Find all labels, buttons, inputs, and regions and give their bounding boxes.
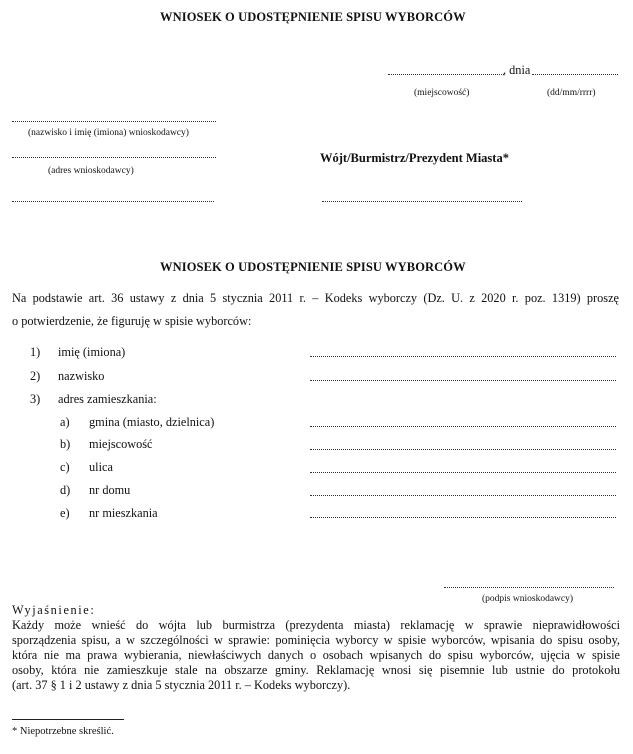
applicant-address-caption: (adres wnioskodawcy) — [48, 166, 134, 176]
last-name-field[interactable] — [310, 380, 616, 381]
explanation-heading: Wyjaśnienie: — [12, 603, 96, 617]
subitem-a-letter: a) — [60, 415, 70, 429]
intro-line-1: Na podstawie art. 36 ustawy z dnia 5 stycznia 2011 r. – Kodeks wyborczy (Dz. U. z 2020 r. poz. 1319) proszę — [12, 291, 619, 305]
explanation-line-1: Każdy może wnieść do wójta lub burmistrza (prezydenta miasta) reklamację w sprawie nieprawidłowości — [12, 618, 620, 632]
subitem-e-label: nr mieszkania — [89, 506, 158, 520]
explanation-line-3: która nie ma prawa wybierania, niewłaściwych danych o osobach wpisanych do spisu wyborców, ujęcia w spisie — [12, 648, 620, 662]
main-title: WNIOSEK O UDOSTĘPNIENIE SPISU WYBORCÓW — [160, 260, 466, 274]
subitem-c-letter: c) — [60, 460, 70, 474]
footnote-divider — [12, 719, 124, 720]
nr-mieszkania-field[interactable] — [310, 517, 616, 518]
item-3-number: 3) — [30, 392, 41, 406]
first-name-field[interactable] — [310, 356, 616, 357]
item-2-number: 2) — [30, 369, 41, 383]
applicant-name-caption: (nazwisko i imię (imiona) wnioskodawcy) — [28, 128, 189, 138]
dnia-label: , dnia — [503, 63, 531, 77]
recipient-label: Wójt/Burmistrz/Prezydent Miasta* — [320, 151, 509, 165]
signature-field[interactable] — [444, 587, 614, 588]
miejscowosc-field[interactable] — [310, 449, 616, 450]
item-3-label: adres zamieszkania: — [58, 392, 157, 406]
applicant-address-field-2[interactable] — [12, 201, 214, 202]
explanation-line-2: sporządzenia spisu, a w szczególności w sprawie: pominięcia wyborcy w spisie wyborców, wpisania do spisu osoby, — [12, 633, 620, 647]
footnote: * Niepotrzebne skreślić. — [12, 726, 114, 737]
place-field[interactable] — [388, 74, 504, 75]
applicant-address-field[interactable] — [12, 157, 216, 158]
date-caption: (dd/mm/rrrr) — [547, 88, 596, 98]
item-1-label: imię (imiona) — [58, 345, 126, 359]
nr-domu-field[interactable] — [310, 495, 616, 496]
subitem-b-label: miejscowość — [89, 437, 153, 451]
subitem-b-letter: b) — [60, 437, 71, 451]
explanation-line-5: (art. 37 § 1 i 2 ustawy z dnia 5 stycznia 2011 r. – Kodeks wyborczy). — [12, 678, 351, 692]
ulica-field[interactable] — [310, 472, 616, 473]
applicant-name-field[interactable] — [12, 121, 216, 122]
form-title: WNIOSEK O UDOSTĘPNIENIE SPISU WYBORCÓW — [160, 10, 466, 24]
gmina-field[interactable] — [310, 426, 616, 427]
subitem-d-label: nr domu — [89, 483, 131, 497]
item-1-number: 1) — [30, 345, 41, 359]
intro-line-2: o potwierdzenie, że figuruję w spisie wyborców: — [12, 314, 252, 328]
subitem-a-label: gmina (miasto, dzielnica) — [89, 415, 215, 429]
item-2-label: nazwisko — [58, 369, 105, 383]
subitem-c-label: ulica — [89, 460, 113, 474]
signature-caption: (podpis wnioskodawcy) — [482, 594, 574, 604]
place-caption: (miejscowość) — [414, 88, 470, 98]
recipient-address-field[interactable] — [322, 201, 522, 202]
explanation-line-4: osoby, która nie zamieszkuje stale na obszarze gminy. Reklamację wnosi się pisemnie lub ustnie do protokołu — [12, 663, 620, 677]
date-field[interactable] — [532, 74, 618, 75]
subitem-d-letter: d) — [60, 483, 71, 497]
subitem-e-letter: e) — [60, 506, 70, 520]
